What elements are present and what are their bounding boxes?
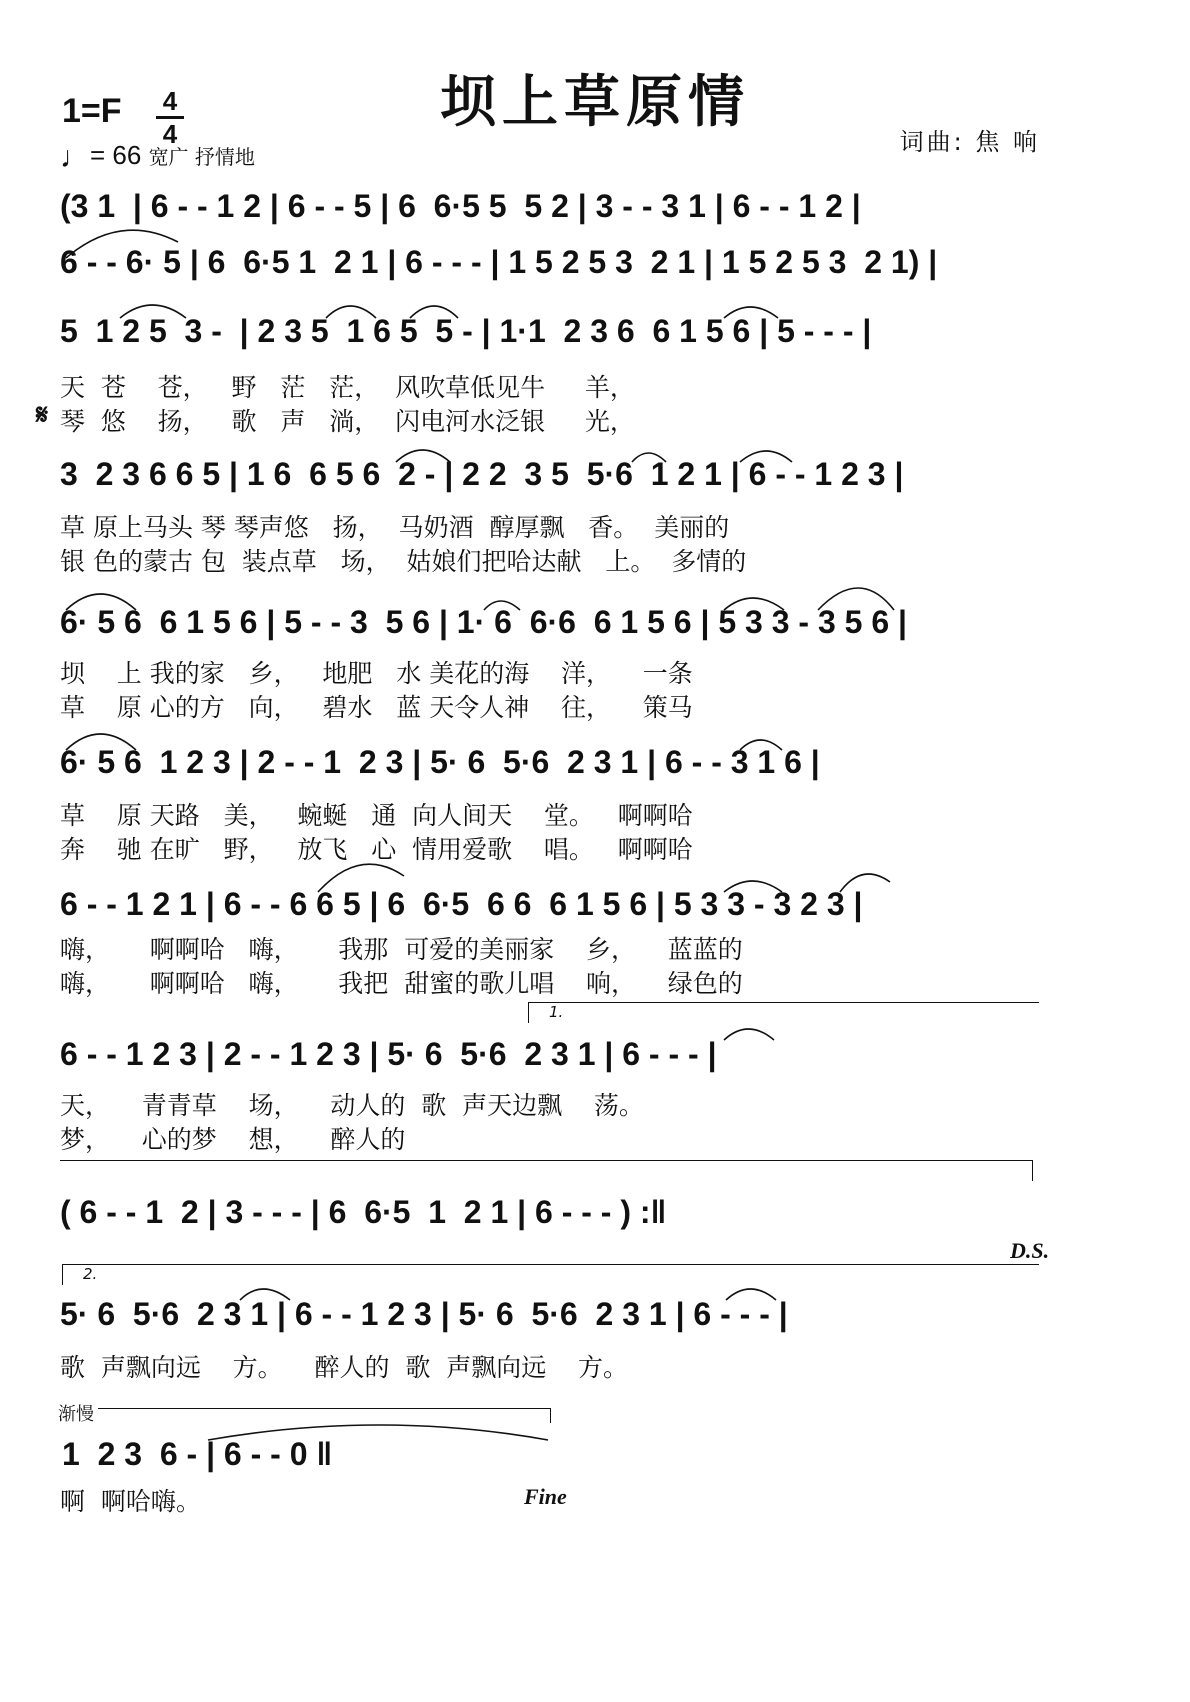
time-sig-bottom: 4	[162, 119, 178, 149]
notation-line-7: 6 - - 1 2 1 | 6 - - 6 6 5 | 6 6·5 6 6 6 1 5 6 | 5 3 3 - 3 2 3 |	[60, 886, 863, 922]
lyrics-line-8-verse-2: 梦， 心的梦 想， 醉人的	[60, 1125, 406, 1154]
quarter-note-icon: ♩	[60, 141, 90, 174]
lyrics-line-5-verse-2: 草 原 心的方 向， 碧水 蓝 天令人神 往， 策马	[60, 693, 693, 722]
lyrics-line-8-verse-1: 天， 青青草 场， 动人的 歌 声天边飘 荡。	[60, 1091, 644, 1120]
notation-line-11: 1 2 3 6 - | 6 - - 0 ‖	[62, 1436, 333, 1472]
slur-mark	[724, 881, 782, 892]
notation-line-8: 6 - - 1 2 3 | 2 - - 1 2 3 | 5· 6 5·6 2 3 1 | 6 - - - |	[60, 1036, 717, 1072]
slur-mark	[396, 450, 450, 462]
slur-mark	[724, 1029, 774, 1040]
segno-icon: 𝄋	[36, 398, 49, 431]
slur-mark	[66, 230, 178, 258]
rall-marking: 渐慢	[58, 1404, 94, 1425]
ds-marking: D.S.	[1010, 1238, 1050, 1263]
lyrics-line-5-verse-1: 坝 上 我的家 乡， 地肥 水 美花的海 洋， 一条	[60, 659, 693, 688]
slur-mark	[840, 874, 890, 892]
credit-line: 词曲: 焦 响	[899, 128, 1040, 156]
lyrics-line-7-verse-1: 嗨， 啊啊哈 嗨， 我那 可爱的美丽家 乡， 蓝蓝的	[60, 935, 743, 964]
slur-mark	[818, 588, 894, 610]
slur-mark	[740, 451, 792, 462]
slur-mark	[66, 734, 136, 750]
notation-line-5: 6· 5 6 6 1 5 6 | 5 - - 3 5 6 | 1· 6 6·6 6 1 5 6 | 5 3 3 - 3 5 6 |	[60, 604, 907, 640]
fine-marking: Fine	[524, 1484, 567, 1509]
slur-mark	[240, 1289, 290, 1300]
notation-line-2: 6 - - 6· 5 | 6 6·5 1 2 1 | 6 - - - | 1 5 2 5 3 2 1 | 1 5 2 5 3 2 1) |	[60, 244, 938, 280]
lyrics-line-7-verse-2: 嗨， 啊啊哈 嗨， 我把 甜蜜的歌儿唱 响， 绿色的	[60, 969, 743, 998]
notation-line-9: ( 6 - - 1 2 | 3 - - - | 6 6·5 1 2 1 | 6 - - - ) :‖	[60, 1194, 667, 1230]
slur-mark	[318, 864, 404, 892]
slur-mark	[208, 1425, 548, 1440]
slur-mark	[66, 594, 136, 610]
volta-2-label: 2.	[83, 1265, 98, 1283]
lyrics-line-11: 啊 啊哈嗨。	[60, 1487, 201, 1516]
notation-line-3: 5 1 2 5 3 - | 2 3 5 1 6 5 5 - | 1·1 2 3 6 6 1 5 6 | 5 - - - |	[60, 313, 872, 349]
lyrics-line-6-verse-1: 草 原 天路 美， 蜿蜒 通 向人间天 堂。 啊啊哈	[60, 801, 693, 830]
slur-mark	[410, 306, 458, 318]
slur-mark	[740, 740, 782, 750]
slur-mark	[632, 453, 666, 462]
slur-mark	[724, 598, 784, 610]
lyrics-line-10: 歌 声飘向远 方。 醉人的 歌 声飘向远 方。	[60, 1353, 629, 1382]
song-title: 坝上草原情	[440, 70, 750, 135]
slur-mark	[120, 305, 186, 318]
key-signature: 1=F	[62, 92, 122, 130]
time-sig-top: 4	[162, 86, 178, 116]
notation-line-1: (3 1 | 6 - - 1 2 | 6 - - 5 | 6 6·5 5 5 2 | 3 - - 3 1 | 6 - - 1 2 |	[60, 188, 861, 224]
slur-mark	[484, 601, 520, 610]
lyrics-line-3-verse-1: 天 苍 苍， 野 茫 茫， 风吹草低见牛 羊，	[60, 373, 635, 402]
notation-line-10: 5· 6 5·6 2 3 1 | 6 - - 1 2 3 | 5· 6 5·6 2 3 1 | 6 - - - |	[60, 1296, 788, 1332]
lyrics-line-4-verse-1: 草 原上马头 琴 琴声悠 扬， 马奶酒 醇厚飘 香。 美丽的	[60, 513, 730, 542]
lyrics-line-6-verse-2: 奔 驰 在旷 野， 放飞 心 情用爱歌 唱。 啊啊哈	[60, 835, 693, 864]
lyrics-line-4-verse-2: 银 色的蒙古 包 装点草 场， 姑娘们把哈达献 上。 多情的	[60, 547, 747, 576]
tempo-mood: 宽广 抒情地	[148, 145, 255, 169]
slur-mark	[724, 307, 778, 318]
slur-mark	[726, 1289, 776, 1300]
volta-1-label: 1.	[549, 1003, 564, 1021]
lyrics-line-3-verse-2: 琴 悠 扬， 歌 声 淌， 闪电河水泛银 光，	[60, 407, 635, 436]
notation-line-6: 6· 5 6 1 2 3 | 2 - - 1 2 3 | 5· 6 5·6 2 3 1 | 6 - - 3 1 6 |	[60, 744, 820, 780]
tempo-value: = 66	[90, 140, 142, 170]
slur-mark	[326, 306, 376, 318]
notation-line-4: 3 2 3 6 6 5 | 1 6 6 5 6 2 - | 2 2 3 5 5·6 1 2 1 | 6 - - 1 2 3 |	[60, 456, 904, 492]
